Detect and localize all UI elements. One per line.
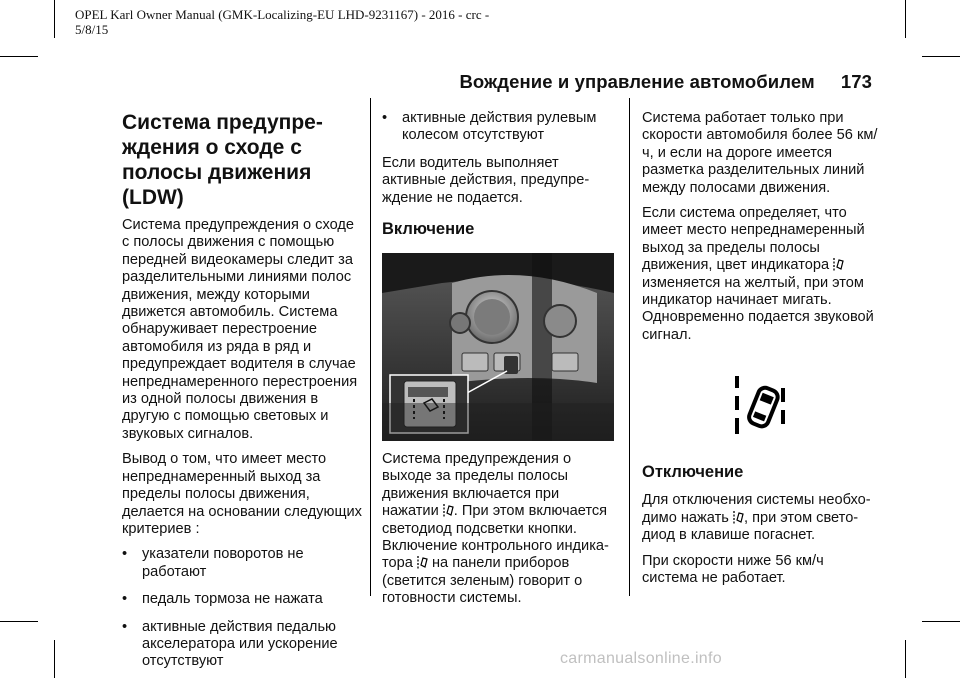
lane-departure-icon xyxy=(733,374,789,438)
lane-departure-icon xyxy=(733,510,744,525)
column-2 xyxy=(382,110,614,616)
crop-mark xyxy=(0,56,38,57)
dashboard-photo-image xyxy=(382,253,614,441)
list-item: • указатели поворотов не работают xyxy=(122,546,362,581)
crop-mark xyxy=(54,0,55,38)
crop-mark xyxy=(905,640,906,678)
low-speed-paragraph: При скорости ниже 56 км/ч система не работает. xyxy=(642,552,824,586)
crop-mark xyxy=(905,0,906,38)
caption-text: Система предупреждения о выходе за пределы полосы движения включается при нажатии xyxy=(382,451,572,520)
watermark: carmanualsonline.info xyxy=(560,650,722,667)
title-line: полосы движения (LDW) xyxy=(122,161,312,209)
dashboard-photo xyxy=(382,253,614,441)
enable-caption xyxy=(382,451,614,608)
column-divider xyxy=(629,98,630,596)
disable-text: , при этом свето-диод в клавише погаснет. xyxy=(642,509,859,544)
section-title: Вождение и управление автомобилем xyxy=(459,71,815,92)
criteria-list xyxy=(122,546,362,670)
article-title xyxy=(122,110,362,210)
crop-mark xyxy=(922,56,960,57)
running-header xyxy=(459,71,872,93)
column-3 xyxy=(642,110,882,595)
driver-action-paragraph: Если водитель выполняет активные действия, предупре-ждение не подается. xyxy=(382,154,590,206)
lane-departure-icon xyxy=(443,503,454,518)
metadata-date: 5/8/15 xyxy=(75,22,109,37)
disable-paragraph xyxy=(642,492,882,544)
page-number: 173 xyxy=(840,71,872,92)
lane-departure-icon xyxy=(417,555,428,570)
disable-text: Для отключения системы необхо-димо нажать xyxy=(642,492,871,526)
warning-text: изменяется на желтый, при этом индикатор начинает мигать. Одновременно подается звуковой сигнал. xyxy=(642,274,874,343)
intro-paragraph: Система предупреждения о сходе с полосы движения с помощью передней видеокамеры следит за разделительными линиями полос движения, между которыми движется автомобиль. Система обнаруживает перестроение автомобиля из ряда в ряд и предупреждает водителя в случае непреднамеренного перестроения из одной полосы движения в другую с помощью световых и звуковых сигналов. xyxy=(122,217,358,442)
title-line: ждения о сходе с xyxy=(122,136,302,159)
speed-paragraph: Система работает только при скорости автомобиля более 56 км/ ч, и если на дороге имеется разметка разделительных линий между полосами движения. xyxy=(642,110,878,196)
caption-text: на панели приборов (светится зеленым) говорит о готовности системы. xyxy=(382,555,583,607)
crop-mark xyxy=(0,621,38,622)
warning-text: Если система определяет, что имеет место непреднамеренный выход за пределы полосы движения, цвет индикатора xyxy=(642,205,865,274)
column-divider xyxy=(370,98,371,596)
title-line: Система предупре- xyxy=(122,111,323,134)
criteria-list-continued xyxy=(382,110,614,145)
print-metadata xyxy=(75,7,515,37)
criteria-paragraph: Вывод о том, что имеет место непреднамеренный выход за пределы полосы движения, делается на основании следующих критериев : xyxy=(122,451,362,537)
warning-paragraph xyxy=(642,205,882,344)
list-item: • педаль тормоза не нажата xyxy=(122,591,362,608)
crop-mark xyxy=(922,621,960,622)
list-item: • активные действия педалью акселератора или ускорение отсутствуют xyxy=(122,619,362,671)
disable-heading: Отключение xyxy=(642,463,744,482)
metadata-line: OPEL Karl Owner Manual (GMK-Localizing-EU LHD-9231167) - 2016 - crc - xyxy=(75,7,490,22)
lane-departure-icon xyxy=(833,257,844,272)
enable-heading: Включение xyxy=(382,220,475,239)
caption-text: . При этом включается светодиод подсветки кнопки. Включение контрольного индика-тора xyxy=(382,503,609,572)
list-item: • активные действия рулевым колесом отсутствуют xyxy=(382,110,614,145)
column-1 xyxy=(122,110,362,681)
crop-mark xyxy=(54,640,55,678)
